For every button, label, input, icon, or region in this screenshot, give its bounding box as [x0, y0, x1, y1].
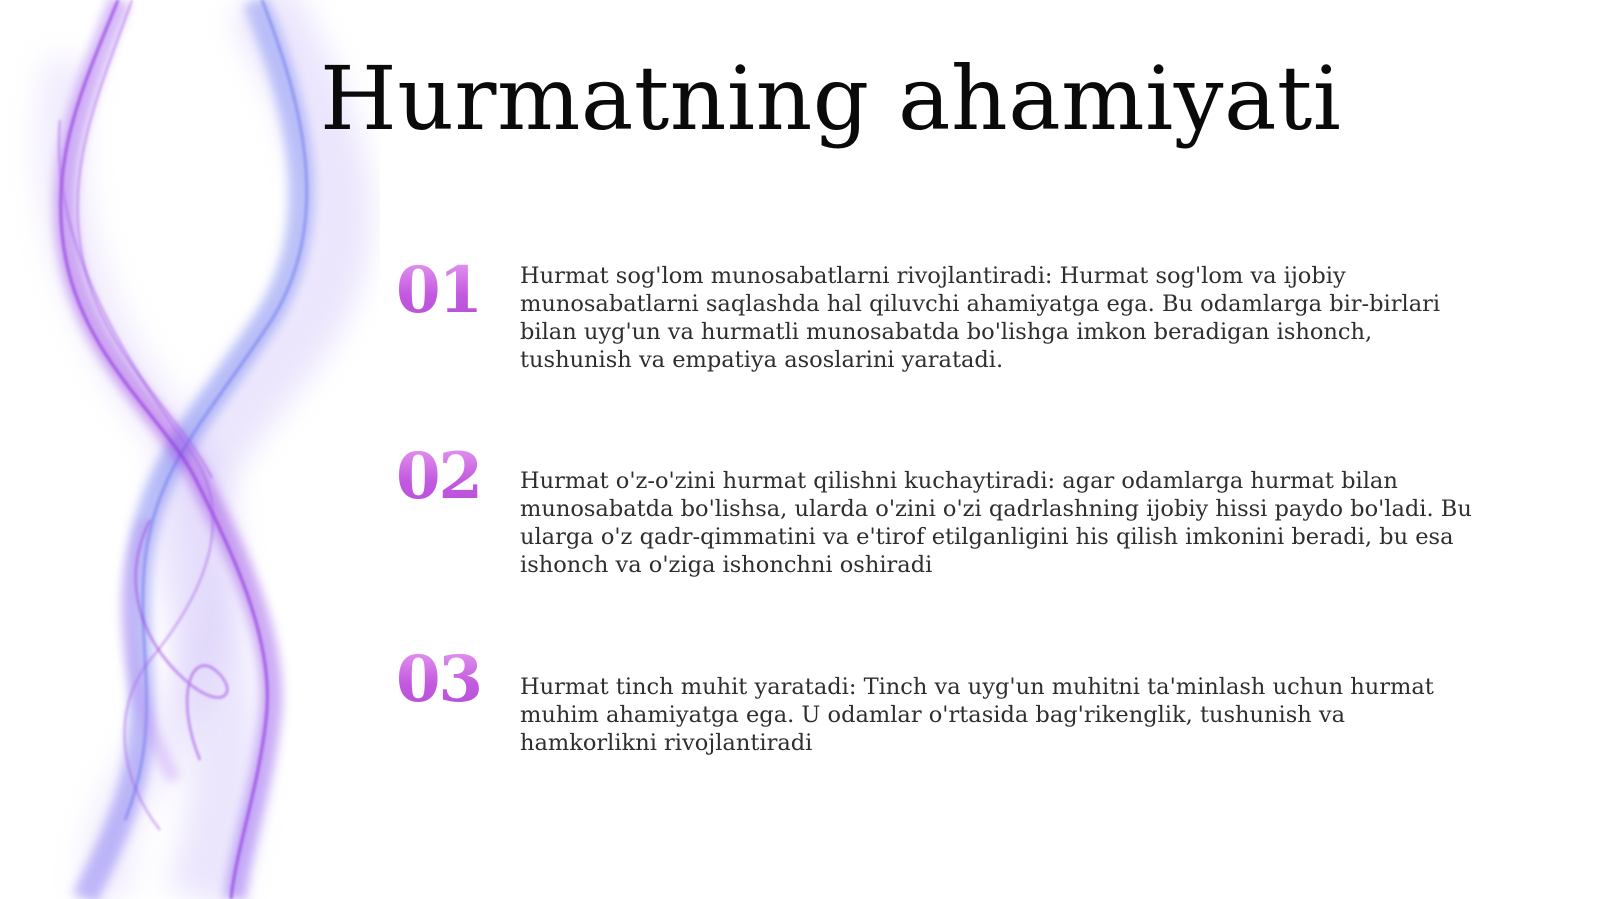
item-text-01: Hurmat sog'lom munosabatlarni rivojlantiradi: Hurmat sog'lom va ijobiy munosabatlarni saqlashda hal qiluvchi ahamiyatga ega. Bu odamlarga bir-birlari bilan uyg'un va hurmatli munosabatda bo'lishga imkon beradigan ishonch, tushunish va empatiya asoslarini yaratadi. [520, 263, 1441, 373]
item-number-03: 03 [396, 645, 496, 715]
item-number-02: 02 [396, 442, 496, 512]
slide-title: Hurmatning ahamiyati [320, 47, 1342, 150]
item-text-02: Hurmat o'z-o'zini hurmat qilishni kuchaytiradi: agar odamlarga hurmat bilan munosabatda bo'lishsa, ularda o'zini o'zi qadrlashning ijobiy hissi paydo bo'ladi. Bu ularga o'z qadr-qimmatini va e'tirof etilganligini his qilish imkonini beradi, bu esa ishonch va o'ziga ishonchni oshiradi [520, 468, 1472, 578]
item-text-03: Hurmat tinch muhit yaratadi: Tinch va uyg'un muhitni ta'minlash uchun hurmat muhim ahamiyatga ega. U odamlar o'rtasida bag'rikenglik, tushunish va hamkorlikni rivojlantiradi [520, 674, 1434, 756]
item-number-01: 01 [396, 256, 496, 326]
